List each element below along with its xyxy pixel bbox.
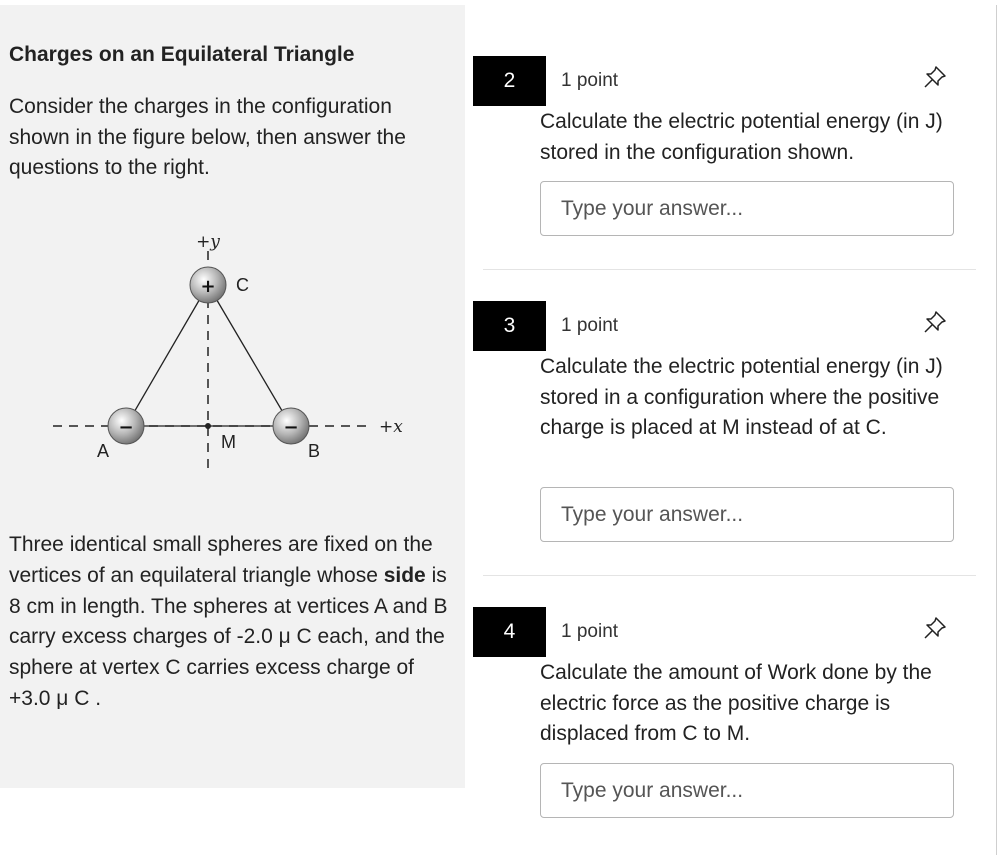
answer-input[interactable] (540, 181, 954, 236)
question-points: 1 point (561, 315, 619, 336)
question-number-badge: 4 (473, 607, 546, 657)
pin-icon[interactable] (922, 64, 948, 90)
pin-icon[interactable] (922, 309, 948, 335)
label-c: C (236, 275, 249, 295)
question-divider (483, 575, 976, 576)
triangle-figure (40, 227, 420, 487)
label-b: B (307, 441, 321, 461)
instructions-panel (0, 5, 465, 788)
label-x-axis: +x (379, 417, 403, 437)
panel-title: Charges on an Equilateral Triangle (9, 43, 355, 66)
midpoint-m-dot (205, 423, 211, 429)
question-text: Calculate the electric potential energy (in J) stored in the configuration shown. (540, 110, 943, 164)
intro-text: Consider the charges in the configuration shown in the figure below, then answer the questions to the right. (9, 95, 406, 179)
sign-c: + (200, 276, 216, 297)
question-text: Calculate the amount of Work done by the electric force as the positive charge is displaced from C to M. (540, 661, 932, 745)
question-text: Calculate the electric potential energy (in J) stored in a configuration where the positive charge is placed at M instead of at C. (540, 355, 943, 439)
question-points: 1 point (561, 621, 619, 642)
question-points: 1 point (561, 70, 619, 91)
sign-b: − (283, 417, 299, 438)
label-y-axis: +y (196, 232, 220, 252)
pin-icon[interactable] (922, 615, 948, 641)
answer-input[interactable] (540, 487, 954, 542)
problem-description: Three identical small spheres are fixed on the vertices of an equilateral triangle whose side is 8 cm in length. The spheres at vertices A and B carry excess charges of -2.0 μ C each, and the sphere at vertex C carries excess charge of +3.0 μ C . (9, 533, 448, 710)
question-number-badge: 3 (473, 301, 546, 351)
side-ca (126, 285, 208, 426)
question-number-badge: 2 (473, 56, 546, 106)
label-m: M (221, 432, 236, 452)
question-divider (483, 269, 976, 270)
label-a: A (96, 441, 110, 461)
sign-a: − (118, 417, 134, 438)
answer-input[interactable] (540, 763, 954, 818)
side-cb (208, 285, 291, 426)
